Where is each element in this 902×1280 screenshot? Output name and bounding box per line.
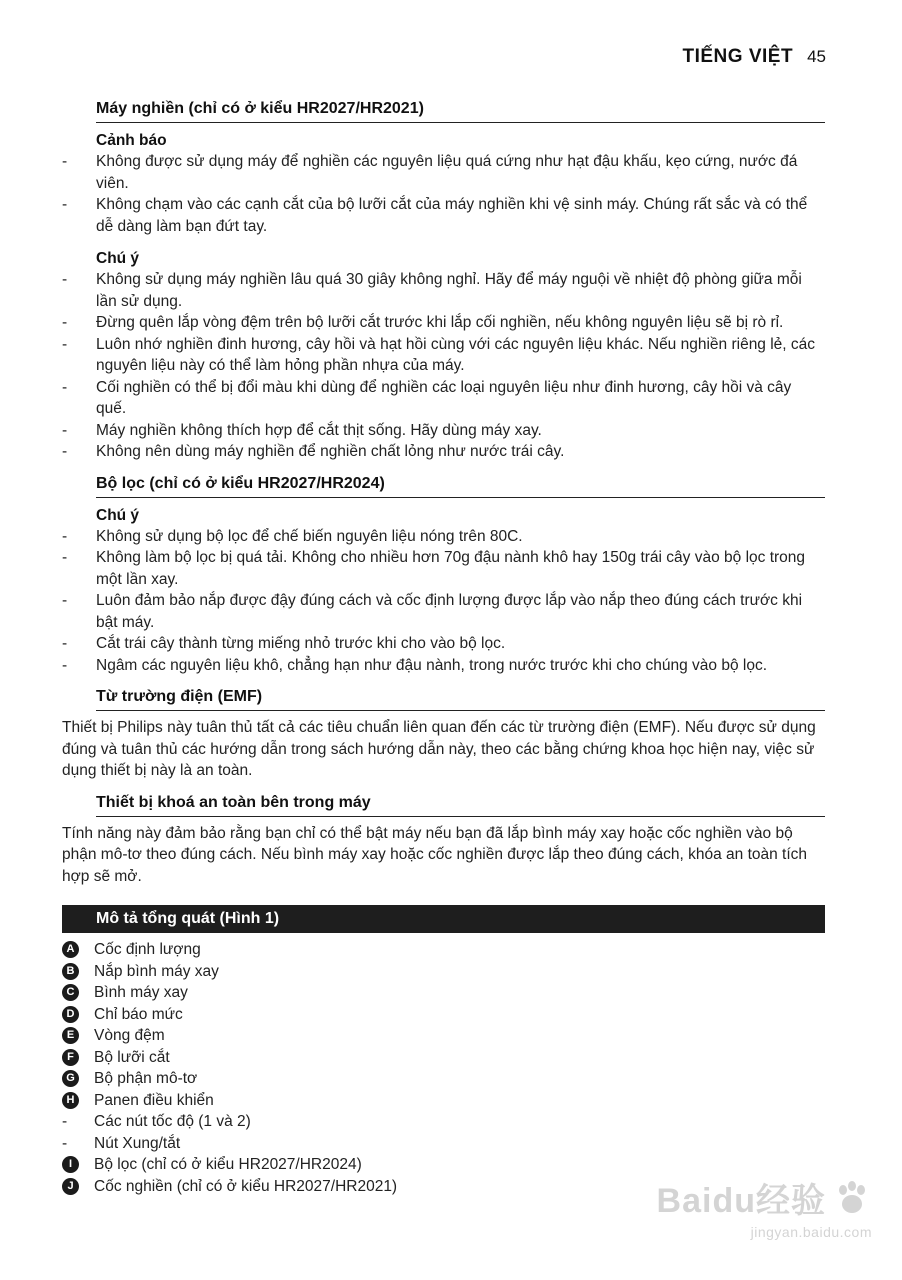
list-item: A Cốc định lượng (62, 939, 825, 961)
list-item: - Ngâm các nguyên liệu khô, chẳng hạn như đậu nành, trong nước trước khi cho chúng vào bộ lọc. (62, 656, 768, 674)
list-item: - Không làm bộ lọc bị quá tải. Không cho nhiều hơn 70g đậu nành khô hay 150g trái cây vào bộ lọc trong một lần xay. (62, 549, 806, 588)
list-item: - Không sử dụng bộ lọc để chế biến nguyên liệu nóng trên 80C. (62, 527, 523, 545)
list-item: - Luôn nhớ nghiền đinh hương, cây hồi và hạt hồi cùng với các nguyên liệu khác. Nếu nghiền riêng lẻ, các nguyên liệu này có thể làm hỏng phần nhựa của máy. (62, 335, 816, 374)
note-heading: Chú ý (96, 506, 140, 524)
list-item: H Panen điều khiển (62, 1090, 825, 1112)
list-item: - Cối nghiền có thể bị đổi màu khi dùng để nghiền các loại nguyên liệu như đinh hương, cây hồi và cây quế. (62, 378, 792, 417)
marker-badge: I (62, 1156, 79, 1173)
parts-list (62, 939, 825, 1197)
marker-badge: H (62, 1092, 79, 1109)
emf-paragraph: Thiết bị Philips này tuân thủ tất cả các tiêu chuẩn liên quan đến các từ trường điện (EMF). Nếu được sử dụng đúng và tuân thủ các hướng dẫn trong sách hướng dẫn này, theo các bằng chứng khoa học hiện nay, việc sử dụng thiết bị này là an toàn. (62, 719, 816, 779)
marker-badge: A (62, 941, 79, 958)
list-item: B Nắp bình máy xay (62, 961, 825, 983)
list-item: - Không chạm vào các cạnh cắt của bộ lưỡi cắt của máy nghiền khi vệ sinh máy. Chúng rất sắc và có thể dễ dàng làm bạn đứt tay. (62, 196, 808, 235)
section-title-emf: Từ trường điện (EMF) (96, 686, 825, 711)
dash-marker: - (62, 1134, 68, 1152)
list-item: - Các nút tốc độ (1 và 2) (62, 1111, 825, 1133)
list-item: - Không sử dụng máy nghiền lâu quá 30 giây không nghỉ. Hãy để máy nguội về nhiệt độ phòng giữa mỗi lần sử dụng. (62, 271, 802, 310)
paw-icon (832, 1178, 872, 1218)
list-item: I Bộ lọc (chỉ có ở kiểu HR2027/HR2024) (62, 1154, 825, 1176)
language-label: TIẾNG VIỆT (682, 46, 794, 67)
list-item: J Cốc nghiền (chỉ có ở kiểu HR2027/HR2021) (62, 1176, 825, 1198)
baidu-watermark (657, 1173, 872, 1240)
list-item: D Chỉ báo mức (62, 1004, 825, 1026)
list-item: - Không nên dùng máy nghiền để nghiền chất lỏng như nước trái cây. (62, 443, 565, 460)
note-list (62, 269, 825, 463)
marker-badge: J (62, 1178, 79, 1195)
marker-badge: E (62, 1027, 79, 1044)
section-title-overview: Mô tả tổng quát (Hình 1) (62, 905, 825, 933)
page-content (62, 98, 825, 1197)
safety-lock-paragraph: Tính năng này đảm bảo rằng bạn chỉ có thể bật máy nếu bạn đã lắp bình máy xay hoặc cốc nghiền vào bộ phận mô-tơ theo đúng cách. Nếu bình máy xay hoặc cốc nghiền được lắp theo đúng cách, khóa an toàn tích hợp sẽ mở. (62, 824, 808, 885)
list-item: - Máy nghiền không thích hợp để cắt thịt sống. Hãy dùng máy xay. (62, 421, 542, 439)
dash-marker: - (62, 1113, 68, 1130)
list-item: - Đừng quên lắp vòng đệm trên bộ lưỡi cắt trước khi lắp cối nghiền, nếu không nguyên liệu sẽ bị rò rỉ. (62, 314, 784, 331)
list-item: E Vòng đệm (62, 1025, 825, 1047)
note-list (62, 526, 825, 677)
page-header (683, 46, 827, 68)
section-title-safety-lock: Thiết bị khoá an toàn bên trong máy (96, 792, 825, 817)
watermark-url: jingyan.baidu.com (750, 1224, 872, 1240)
section-title-grinder: Máy nghiền (chỉ có ở kiểu HR2027/HR2021) (96, 98, 825, 123)
list-item: G Bộ phận mô-tơ (62, 1068, 825, 1090)
warning-list (62, 151, 825, 237)
marker-badge: D (62, 1006, 79, 1023)
list-item: - Nút Xung/tắt (62, 1133, 825, 1155)
list-item: C Bình máy xay (62, 982, 825, 1004)
page-number: 45 (807, 47, 826, 66)
warning-heading: Cảnh báo (96, 132, 167, 149)
list-item: - Luôn đảm bảo nắp được đậy đúng cách và cốc định lượng được lắp vào nắp theo đúng cách trước khi bật máy. (62, 592, 803, 631)
marker-badge: C (62, 984, 79, 1001)
marker-badge: F (62, 1049, 79, 1066)
list-item: - Cắt trái cây thành từng miếng nhỏ trước khi cho vào bộ lọc. (62, 635, 506, 652)
note-heading: Chú ý (96, 250, 140, 267)
list-item: F Bộ lưỡi cắt (62, 1047, 825, 1069)
section-title-filter: Bộ lọc (chỉ có ở kiểu HR2027/HR2024) (96, 473, 825, 498)
marker-badge: B (62, 963, 79, 980)
marker-badge: G (62, 1070, 79, 1087)
watermark-logo: Baidu经验 (657, 1173, 872, 1222)
list-item: - Không được sử dụng máy để nghiền các nguyên liệu quá cứng như hạt đậu khấu, kẹo cứng, nước đá viên. (62, 153, 798, 192)
